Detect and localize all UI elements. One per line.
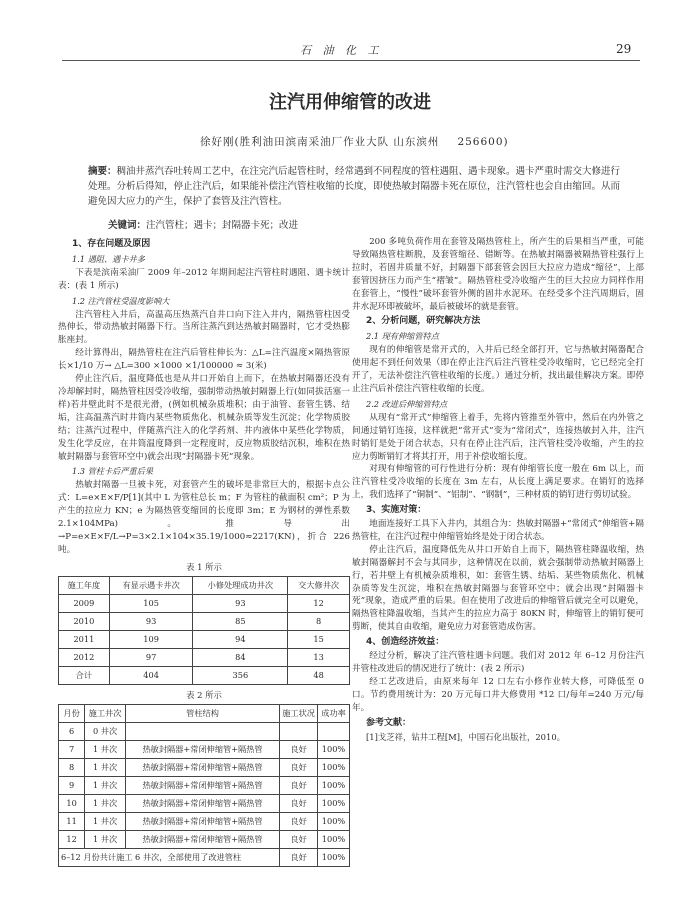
table-2 xyxy=(58,704,350,867)
section-2-1-text: 现有的伸缩管是常开式的，入井后已经全部打开，它与热敏封隔器配合使用起不到任何效果（即在停止注汽后注汽管柱受冷收缩时，它已经完全打开了，无法补偿注汽管柱收缩的长度。）通过分析，找出最佳解决方案。即停止注汽后补偿注汽管柱收缩的长度。 xyxy=(352,345,644,394)
table-cell: 8 xyxy=(288,612,350,630)
table-cell: 1 井次 xyxy=(85,794,126,812)
table-1-header: 交大修井次 xyxy=(288,576,350,594)
table-cell: 良好 xyxy=(280,848,318,866)
table-1 xyxy=(58,576,350,685)
table-cell: 2011 xyxy=(59,630,110,648)
table-row xyxy=(59,812,350,830)
table-cell: 0 井次 xyxy=(85,722,126,740)
section-4-heading: 4、创造经济效益： xyxy=(366,637,445,648)
table-cell: 良好 xyxy=(280,812,318,830)
table-cell: 48 xyxy=(288,666,350,684)
table-cell: 404 xyxy=(109,666,193,684)
table-cell: 2010 xyxy=(59,612,110,630)
table-cell: 良好 xyxy=(280,830,318,848)
article-title: 注汽用伸缩管的改进 xyxy=(269,92,431,113)
section-4-text-1: 经过分析，解决了注汽管柱遇卡问题。我们对 2012 年 6–12 月份注汽井管柱改进后的情况进行了统计：(表 2 所示) xyxy=(352,651,644,674)
table-cell: 356 xyxy=(193,666,288,684)
author-line xyxy=(200,134,509,149)
keywords xyxy=(108,217,298,231)
keywords-text: 注汽管柱；遇卡；封隔器卡死；改进 xyxy=(146,220,299,231)
section-3-text-1: 地面连接好工具下入井内，其组合为：热敏封隔器+“常闭式”伸缩管+隔热管柱，在注汽过程中伸缩管始终是处于闭合状态。 xyxy=(352,519,644,542)
section-1-heading: 1、存在问题及原因 xyxy=(72,239,151,249)
section-3-text-2: 停止注汽后，温度降低先从井口开始自上而下，隔热管柱降温收缩，热敏封隔器解封不会与其同步，这种情况在以前，就会强制带动热敏封隔器上行，若井壁上有机械杂质堆积，如：套管生锈、结垢、某些物质焦化、机械杂质等发生沉淀，堆积在热敏封隔器与套管环空中；就会出现“封隔器卡死”现象，造成严重的后果。但在使用了改进后的伸缩管后就完全可以避免，隔热管柱降温收缩，当其产生的拉应力高于 80KN 时，伸缩管上的销钉便可剪断，使其自由收缩，避免应力对套管造成伤害。 xyxy=(352,544,644,633)
header-rule xyxy=(62,60,640,61)
table-cell: 84 xyxy=(193,648,288,666)
keywords-label: 关键词： xyxy=(108,220,147,231)
table-2-header: 管柱结构 xyxy=(125,704,279,722)
table-cell: 1 井次 xyxy=(85,740,126,758)
table-row xyxy=(59,594,350,612)
table-cell: 良好 xyxy=(280,794,318,812)
table-2-header-row xyxy=(59,704,350,722)
table-row xyxy=(59,776,350,794)
section-1-3-text: 热敏封隔器一旦被卡死，对套管产生的破坏是非常巨大的，根据卡点公式：L=e×E×F/P[1](其中 L 为管柱总长 m；F 为管柱的截面积 cm²；P 为产生的拉应力 KN；e 为隔热管变缩回的长度即 3m；E 为钢材的弹性系数 2.1×104MPa)。推导出→P=e×E×F/L→P=3×2.1×104×35.19/1000≈2217(KN)，折合 226 吨。 xyxy=(58,480,350,555)
section-1-2-text-2: 经计算得出，隔热管柱在注汽后管柱伸长为：△L=注汽温度×隔热管原长×1/10 万→ △L=300 ×1000 ×1/100000 ≈ 3(米) xyxy=(58,348,350,372)
table-cell: 12 xyxy=(59,830,85,848)
section-2-1-heading: 2.1 现有伸缩管特点 xyxy=(366,331,439,342)
table-2-header: 施工井次 xyxy=(85,704,126,722)
references-heading: 参考文献： xyxy=(366,717,412,728)
table-1-header: 有显示遇卡井次 xyxy=(109,576,193,594)
table-cell: 9 xyxy=(59,776,85,794)
table-cell: 12 xyxy=(288,594,350,612)
table-footer-row xyxy=(59,848,350,866)
table-cell: 热敏封隔器+常闭伸缩管+隔热管 xyxy=(125,812,279,830)
reference-item: [1]戈芝祥，钻井工程[M]，中国石化出版社，2010。 xyxy=(366,731,566,742)
table-cell xyxy=(318,722,350,740)
table-cell: 100% xyxy=(318,776,350,794)
table-1-header: 小修处理成功井次 xyxy=(193,576,288,594)
table-cell: 良好 xyxy=(280,776,318,794)
continued-text: 200 多吨负荷作用在套管及隔热管柱上，所产生的后果相当严重，可能导致隔热管柱断脱，及套管缩径、错断等。在热敏封隔器被隔热管柱强行上拉时，若固井质量不好，封隔器下部套管会因巨大拉应力造成“缩径”，上部套管因挤压力而产生“褶皱”。隔热管柱受冷收缩产生的巨大拉应力同样作用在套管上，“慢性”破坏套管外侧的固井水泥环。在经受多个注汽周期后，固井水泥环即被破坏，最后被破坏的就是套管。 xyxy=(352,237,644,312)
author-postcode: 256600) xyxy=(457,136,509,148)
section-1-1-heading: 1.1 遇阻、遇卡井多 xyxy=(72,253,145,264)
section-2-heading: 2、分析问题，研究解决方法 xyxy=(366,316,481,327)
table-cell: 1 井次 xyxy=(85,830,126,848)
table-cell: 2009 xyxy=(59,594,110,612)
table-cell: 100% xyxy=(318,758,350,776)
table-cell xyxy=(280,722,318,740)
table-cell: 85 xyxy=(193,612,288,630)
table-row xyxy=(59,648,350,666)
table-cell: 热敏封隔器+常闭伸缩管+隔热管 xyxy=(125,758,279,776)
table-cell: 105 xyxy=(109,594,193,612)
table-row xyxy=(59,722,350,740)
journal-name: 石 油 化 工 xyxy=(300,44,383,57)
section-1-1-text: 下表是滨南采油厂 2009 年–2012 年期间起注汽管柱时遇阻、遇卡统计表：(表 1 所示) xyxy=(58,267,350,291)
section-1-2-heading: 1.2 注汽管柱受温度影响大 xyxy=(72,295,170,306)
table-cell: 100% xyxy=(318,848,350,866)
table-cell: 热敏封隔器+常闭伸缩管+隔热管 xyxy=(125,794,279,812)
section-2-2-heading: 2.2 改进后伸缩管特点 xyxy=(366,398,448,409)
abstract-text: 稠油井蒸汽吞吐转周工艺中，在注完汽后起管柱时，经常遇到不同程度的管柱遇阻、遇卡现象。遇卡严重时需交大修进行处理。分析后得知，停止注汽后，如果能补偿注汽管柱收缩的长度，即使热敏封隔器卡死在原位，注汽管柱也会自由缩回。从而避免因大应力的产生，保护了套管及注汽管柱。 xyxy=(88,166,621,207)
table-1-header: 施工年度 xyxy=(59,576,110,594)
section-1-2-text-3: 停止注汽后，温度降低也是从井口开始自上而下，在热敏封隔器还没有冷却解封时，隔热管柱因受冷收缩，强制带动热敏封隔器上行(如同拔活塞一样)若井壁此时不是很光滑，(例如机械杂质堆积；由于油管、套管生锈、结垢，注高温蒸汽时井筒内某些物质焦化、机械杂质等发生沉淀；化学物质胶结；注蒸汽过程中，伴随蒸汽注入的化学药剂、井内液体中某些化学物质，发生化学反应，在井筒温度降到一定程度时，反应物质胶结沉积，堆积在热敏封隔器与套管环空中)就会出现“封隔器卡死”现象。 xyxy=(58,374,350,462)
section-1-3-heading: 1.3 管柱卡后严重后果 xyxy=(72,466,154,477)
table-cell: 热敏封隔器+常闭伸缩管+隔热管 xyxy=(125,776,279,794)
table-cell: 热敏封隔器+常闭伸缩管+隔热管 xyxy=(125,830,279,848)
table-cell: 热敏封隔器+常闭伸缩管+隔热管 xyxy=(125,740,279,758)
section-2-2-text-2: 对现有伸缩管的可行性进行分析：现有伸缩管长度一般在 6m 以上，而注汽管柱受冷收缩的长度在 3m 左右，从长度上满足要求。在销钉的选择上，我们选择了“铜制”、“铝制”、“钢制”，三种材质的销钉进行剪切试验。 xyxy=(352,464,644,501)
left-column xyxy=(58,236,350,867)
table-row xyxy=(59,758,350,776)
table-2-header: 施工状况 xyxy=(280,704,318,722)
table-cell: 良好 xyxy=(280,758,318,776)
table-cell: 93 xyxy=(109,612,193,630)
table-cell xyxy=(125,722,279,740)
table-2-caption: 表 2 所示 xyxy=(186,689,222,700)
section-2-2-text-1: 从现有“常开式”伸缩管上着手，先将内管推至外管中，然后在内外管之间通过销钉连接，这样就把“常开式”变为“常闭式”，连接热敏封入井，注汽时销钉是处于闭合状态，只有在停止注汽后，注汽管柱受冷收缩，产生的拉应力剪断销钉才将其打开，用于补偿收缩长度。 xyxy=(352,412,644,462)
table-cell: 100% xyxy=(318,830,350,848)
table-row xyxy=(59,666,350,684)
table-row xyxy=(59,830,350,848)
table-cell: 94 xyxy=(193,630,288,648)
section-1-2-text-1: 注汽管柱入井后，高温高压热蒸汽自井口向下注入井内，隔热管柱因受热伸长，带动热敏封隔器下行。当所注蒸汽到达热敏封隔器时，它才受热膨胀座封。 xyxy=(58,309,350,346)
table-cell: 7 xyxy=(59,740,85,758)
table-cell: 100% xyxy=(318,740,350,758)
table-2-footer: 6–12 月份共计施工 6 井次，全部使用了改进管柱 xyxy=(59,848,280,866)
section-3-heading: 3、实施对策： xyxy=(366,505,427,516)
table-cell: 1 井次 xyxy=(85,758,126,776)
table-cell: 10 xyxy=(59,794,85,812)
table-cell: 6 xyxy=(59,722,85,740)
table-cell: 100% xyxy=(318,794,350,812)
table-cell: 15 xyxy=(288,630,350,648)
table-cell: 合计 xyxy=(59,666,110,684)
abstract xyxy=(88,164,628,209)
abstract-label: 摘要： xyxy=(88,166,117,177)
table-cell: 13 xyxy=(288,648,350,666)
author-name: 徐好刚(胜利油田滨南采油厂作业大队 山东滨州 xyxy=(200,136,440,148)
table-cell: 良好 xyxy=(280,740,318,758)
table-cell: 1 井次 xyxy=(85,812,126,830)
page-number: 29 xyxy=(616,42,632,56)
table-cell: 109 xyxy=(109,630,193,648)
table-cell: 2012 xyxy=(59,648,110,666)
table-cell: 11 xyxy=(59,812,85,830)
table-cell: 1 井次 xyxy=(85,776,126,794)
section-4-text-2: 经工艺改进后，由原来每年 12 口左右小修作业转大修，可降低至 0 口。节约费用统计为：20 万元每口井大修费用 *12 口/每年=240 万元/每年。 xyxy=(352,676,644,713)
table-cell: 100% xyxy=(318,812,350,830)
right-column xyxy=(352,236,644,743)
table-1-caption: 表 1 所示 xyxy=(186,561,222,572)
table-row xyxy=(59,740,350,758)
table-row xyxy=(59,794,350,812)
table-1-header-row xyxy=(59,576,350,594)
table-row xyxy=(59,612,350,630)
table-cell: 97 xyxy=(109,648,193,666)
table-cell: 8 xyxy=(59,758,85,776)
table-cell: 93 xyxy=(193,594,288,612)
table-2-header: 月份 xyxy=(59,704,85,722)
table-row xyxy=(59,630,350,648)
table-2-header: 成功率 xyxy=(318,704,350,722)
